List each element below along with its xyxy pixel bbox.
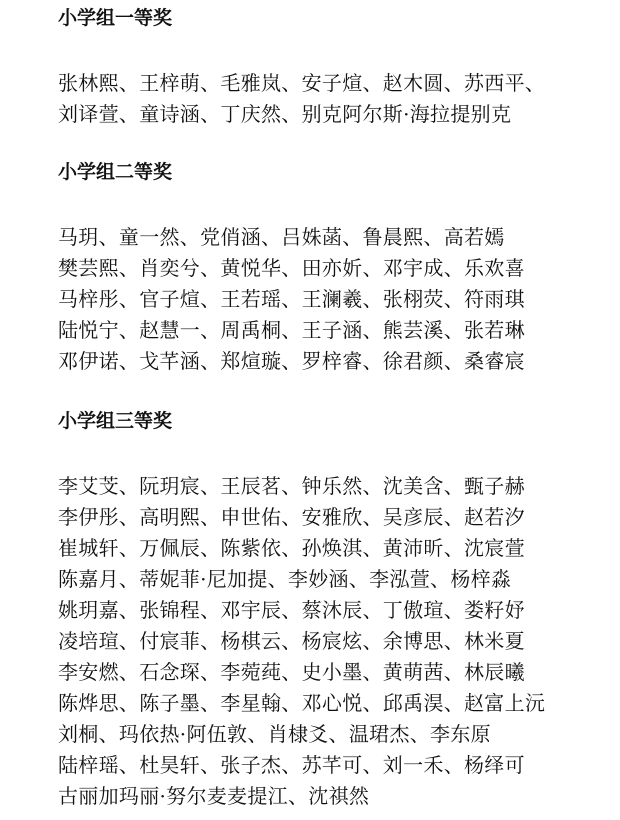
name-line: 崔城轩、万佩辰、陈紫依、孙焕淇、黄沛昕、沈宸萱 — [58, 536, 525, 560]
name-line: 樊芸熙、肖奕兮、黄悦华、田亦妡、邓宇成、乐欢喜 — [58, 256, 525, 280]
name-line: 刘桐、玛依热·阿伍敦、肖棣爻、温珺杰、李东原 — [58, 722, 491, 746]
name-line: 李艾芠、阮玥宸、王辰茗、钟乐然、沈美含、甄子赫 — [58, 474, 525, 498]
name-list — [58, 471, 545, 812]
name-list — [58, 222, 525, 377]
name-line: 陈嘉月、蒂妮菲·尼加提、李妙涵、李泓萱、杨梓淼 — [58, 567, 512, 591]
section-third-prize — [58, 409, 545, 812]
name-line: 凌培瑄、付宸菲、杨棋云、杨宸炫、余博思、林米夏 — [58, 629, 525, 653]
name-line: 陆梓瑶、杜昊轩、张子杰、苏芊可、刘一禾、杨绎可 — [58, 753, 525, 777]
name-line: 刘译萱、童诗涵、丁庆然、别克阿尔斯·海拉提别克 — [58, 102, 512, 126]
name-line: 李伊彤、高明熙、申世佑、安雅欣、吴彦辰、赵若汐 — [58, 505, 525, 529]
name-line: 姚玥嘉、张锦程、邓宇辰、蔡沐辰、丁傲瑄、娄籽妤 — [58, 598, 525, 622]
section-title: 小学组三等奖 — [58, 410, 173, 432]
section-first-prize — [58, 6, 545, 130]
name-line: 马梓彤、官子煊、王若瑶、王澜羲、张栩荧、符雨琪 — [58, 287, 525, 311]
section-second-prize — [58, 160, 525, 377]
name-line: 邓伊诺、戈芊涵、郑煊璇、罗梓睿、徐君颜、桑睿宸 — [58, 349, 525, 373]
name-line: 李安燃、石念琛、李菀莼、史小墨、黄萌茜、林辰曦 — [58, 660, 525, 684]
name-line: 张林熙、王梓萌、毛雅岚、安子煊、赵木圆、苏西平、 — [58, 71, 546, 95]
name-line: 陆悦宁、赵慧一、周禹桐、王子涵、熊芸溪、张若琳 — [58, 318, 525, 342]
name-line: 陈烨思、陈子墨、李星翰、邓心悦、邱禹淏、赵富上沅 — [58, 691, 546, 715]
section-title: 小学组二等奖 — [58, 161, 173, 183]
name-list — [58, 68, 545, 130]
section-title: 小学组一等奖 — [58, 7, 173, 29]
name-line: 古丽加玛丽·努尔麦麦提江、沈祺然 — [58, 784, 370, 808]
name-line: 马玥、童一然、党俏涵、吕姝菡、鲁晨熙、高若嫣 — [58, 225, 505, 249]
